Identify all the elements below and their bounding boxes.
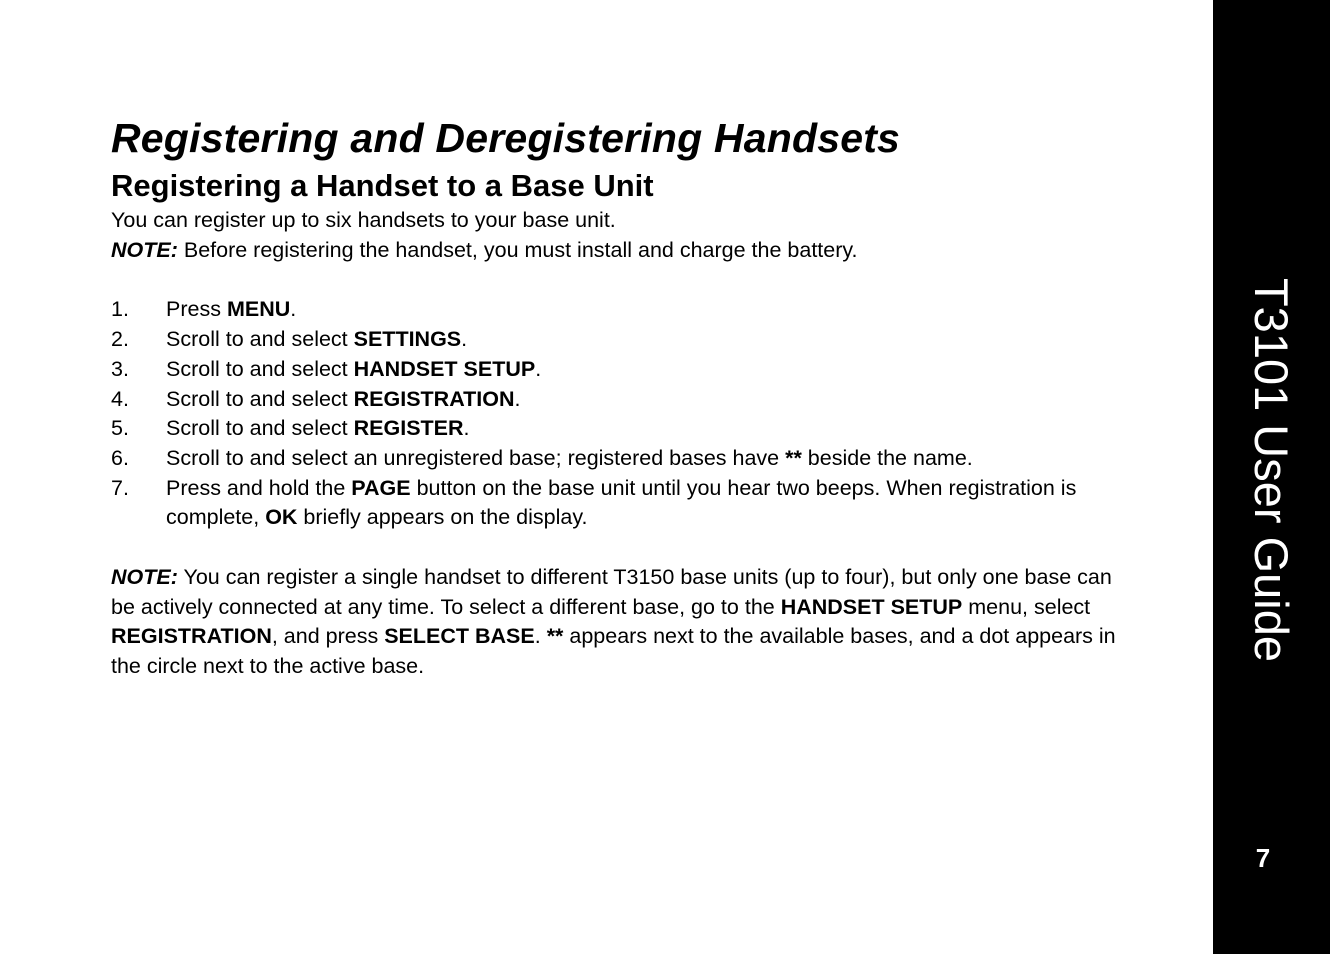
step-text-part: . [461,327,468,352]
note-text: menu, select [962,594,1091,619]
note-key: ** [546,624,564,649]
note-text: appears next to the available bases, and a dot appears in the circle next to the active base. [111,624,1116,679]
step-item [111,474,1121,533]
step-number: 4. [111,386,129,411]
note-multiple-bases [111,563,1121,682]
step-item [111,414,1121,444]
step-text-part: Scroll to and select [166,356,354,381]
page-content [111,112,1121,682]
step-text [166,325,1121,355]
step-item [111,325,1121,355]
step-text-part: button on the base unit until you hear two beeps. When registration is complete, [166,475,1077,530]
step-text-part: beside the name. [801,445,973,470]
step-text-part: Scroll to and select [166,416,354,441]
step-key: REGISTRATION [353,386,515,411]
steps-list [111,295,1121,533]
step-item [111,444,1121,474]
step-text-part: briefly appears on the display. [297,505,588,530]
step-text-part: . [463,416,470,441]
note-text: Before registering the handset, you must install and charge the battery. [177,237,858,262]
side-tab [1213,0,1330,954]
step-item [111,355,1121,385]
step-number: 5. [111,416,129,441]
step-item [111,385,1121,415]
step-number: 7. [111,475,129,500]
step-text-part: Press and hold the [166,475,352,500]
step-key: REGISTER [353,416,464,441]
guide-title: T3101 User Guide [1245,277,1298,663]
note-text: You can register a single handset to different T3150 base units (up to four), but only one base can be actively connected at any time. To select a different base, go to the [111,565,1112,619]
step-number: 1. [111,297,129,322]
step-text [166,355,1121,385]
step-number: 6. [111,445,129,470]
page-number: 7 [1255,843,1271,873]
step-text-part: Scroll to and select [166,386,354,411]
note-key: SELECT BASE [384,624,535,649]
step-key: PAGE [351,475,411,500]
step-text-part: Scroll to and select an unregistered base; registered bases have [166,445,786,470]
note-label: NOTE: [111,237,178,262]
note-key: REGISTRATION [111,624,272,649]
step-text [166,444,1121,474]
step-key: MENU [226,297,291,322]
step-key: HANDSET SETUP [353,356,536,381]
step-key: OK [265,505,298,530]
step-number: 3. [111,356,129,381]
step-text-part: . [535,356,542,381]
step-text-part: . [514,386,521,411]
section-heading: Registering a Handset to a Base Unit [111,168,654,203]
step-text [166,385,1121,415]
note-text: . [534,624,547,649]
page-title: Registering and Deregistering Handsets [111,115,901,161]
step-text [166,414,1121,444]
step-text-part: . [290,297,297,322]
step-text [166,474,1121,533]
step-key: SETTINGS [353,327,462,352]
step-item [111,295,1121,325]
note-text: , and press [271,624,385,649]
note-key: HANDSET SETUP [780,594,963,619]
intro-text: You can register up to six handsets to your base unit. [111,208,616,232]
note-battery [111,236,1121,266]
step-text-part: Press [166,297,227,322]
step-text [166,295,1121,325]
step-number: 2. [111,327,129,352]
step-text-part: Scroll to and select [166,327,354,352]
step-key: ** [785,445,802,470]
note-label: NOTE: [111,565,178,590]
